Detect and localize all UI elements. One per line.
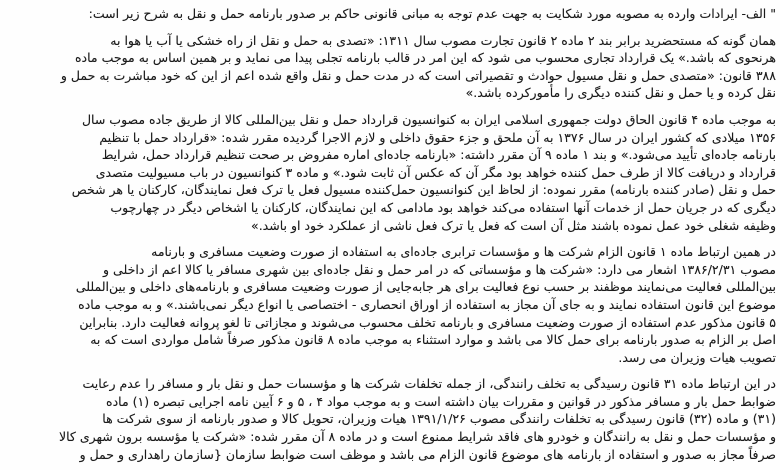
text-line: اصل بر الزام به صدور بارنامه برای حمل کالا می باشد و موارد استثناء به موجب ماده ۸ قانون مذکور صرفاً شامل مواردی است که به bbox=[90, 332, 776, 348]
text-line: ۳۸۸ قانون: «متصدی حمل و نقل مسیول حوادث و تقصیراتی است که در مدت حمل و نقل واقع شده اعم از این که خود مباشرت به حمل و bbox=[60, 67, 776, 83]
text-line: مصوب ۱۳۸۶/۲/۳۱ اشعار می دارد: «شرکت ها و مؤسساتی که در امر حمل و نقل جاده‌ای بین شهری مسافر یا کالا اعم از داخلی و bbox=[103, 261, 776, 277]
text-line: در همین ارتباط ماده ۱ قانون الزام شرکت ها و مؤسسات ترابری جاده‌ای به استفاده از صورت وضعیت مسافری و بارنامه bbox=[151, 244, 776, 260]
paragraph-elzam-law-1386 bbox=[4, 243, 776, 366]
text-line: موضوع این قانون استفاده نمایند و به جای آن مجاز به استفاده از اوراق انحصاری - اختصاصی یا انواع دیگر نمی‌باشند.» و به موجب ماده bbox=[78, 296, 776, 312]
text-line: قرارداد و دریافت کالا از طرف حمل کننده خواهد بود مگر آن که عکس آن ثابت شود.» و ماده ۳ کنوانسیون در باب مسیولیت متصدی bbox=[95, 164, 776, 180]
text-line: و مؤسسات حمل و نقل به رانندگان و خودرو های فاقد شرایط ممنوع است و در ماده ۸ آن مقرر شده: «شرکت یا مؤسسه برون شهری کالا bbox=[58, 429, 776, 445]
text-line: (۳۱) و ماده (۳۲) قانون رسیدگی به تخلفات رانندگی مصوب ۱۳۹۱/۱/۲۶ هیات وزیران، تحویل کالا و صدور بارنامه از سوی شرکت ها bbox=[102, 411, 776, 427]
paragraph-traffic-violations-law bbox=[4, 375, 776, 463]
text-line: ضوابط حمل بار و مسافر مذکور در قوانین و مقررات بیان داشته است و به موجب مواد ۴ ، ۵ و ۶ آیین نامه اجرایی تبصره (۱) ماده bbox=[106, 393, 776, 409]
text-line: در این ارتباط ماده ۳۱ قانون رسیدگی به تخلف رانندگی، از جمله تخلفات شرکت ها و مؤسسات حمل و نقل بار و مسافر را عدم رعایت bbox=[82, 376, 776, 392]
text-line: وظیفه شغلی خود عمل نموده باشند مثل آن است که فعل یا ترک فعل ناشی از عملکرد خود او باشد.» bbox=[251, 217, 776, 233]
paragraph-cmr-convention bbox=[4, 111, 776, 234]
text-line: بارنامه جاده‌ای تأیید می‌شود.» و بند ۱ ماده ۹ آن مقرر داشته: «بارنامه جاده‌ای اماره مفروض بر صحت تنظیم قرارداد حمل، شرایط bbox=[101, 147, 776, 163]
text-line: تصویب هیات وزیران می رسد. bbox=[618, 349, 776, 365]
text-line: ۱۳۵۶ میلادی که کشور ایران در سال ۱۳۷۶ به آن ملحق و جزء حقوق داخلی و لازم الاجرا گردیده مقرر شده: «قرارداد حمل با تنظیم bbox=[99, 129, 776, 145]
text-line: به موجب ماده ۴ قانون الحاق دولت جمهوری اسلامی ایران به کنوانسیون قرارداد حمل و نقل بین‌المللی کالا از طریق جاده مصوب سال bbox=[81, 111, 776, 127]
text-line: هرنحوی که باشد.» یک قرارداد تجاری محسوب می شود که این امر در قالب بارنامه تجلی پیدا می نماید و بر همین اساس به موجب ماده bbox=[74, 50, 776, 66]
text-line: صرفاً مجاز به صدور و استفاده از بارنامه های موضوع قانون الزام می باشد و موظف است ضوابط سازمان {سازمان راهداری و حمل و bbox=[79, 446, 776, 462]
text-line: بین‌المللی فعالیت می‌نمایند موظفند بر حسب نوع فعالیت برای هر جابه‌جایی از صورت وضعیت مسافری و بارنامه‌های داخلی و بین‌المللی bbox=[75, 279, 776, 295]
paragraph-commerce-law-1311 bbox=[4, 32, 776, 102]
text-line: حمل و نقل (صادر کننده بارنامه) مقرر نموده: از لحاظ این کنوانسیون حمل‌کننده مسیول فعل یا ترک فعل نمایندگان، کارکنان یا هر شخص bbox=[71, 182, 776, 198]
text-line: ۵ قانون مذکور عدم استفاده از صورت وضعیت مسافری و بارنامه تخلف محسوب می‌شوند و مجازاتی تا لغو پروانه فعالیت دارد. بنابراین bbox=[79, 314, 776, 330]
text-line: نقل کرده و یا حمل و نقل کننده دیگری را مأمورکرده باشد.» bbox=[465, 85, 776, 101]
paragraph-intro-clause-alef bbox=[4, 5, 776, 23]
text-line: همان گونه که مستحضرید برابر بند ۲ ماده ۲ قانون تجارت مصوب سال ۱۳۱۱: «تصدی به حمل و نقل از راه خشکی یا آب یا هوا به bbox=[110, 32, 776, 48]
text-line: " الف- ایرادات وارده به مصوبه مورد شکایت به جهت عدم توجه به مبانی قانونی حاکم بر صدور بارنامه حمل و نقل به شرح زیر است: bbox=[88, 6, 776, 21]
text-line: دیگری که در جریان حمل از خدمات آنها استفاده می‌کند خواهد بود مادامی که این نمایندگان، کارکنان یا اشخاص دیگر در چهارچوب bbox=[110, 199, 776, 215]
